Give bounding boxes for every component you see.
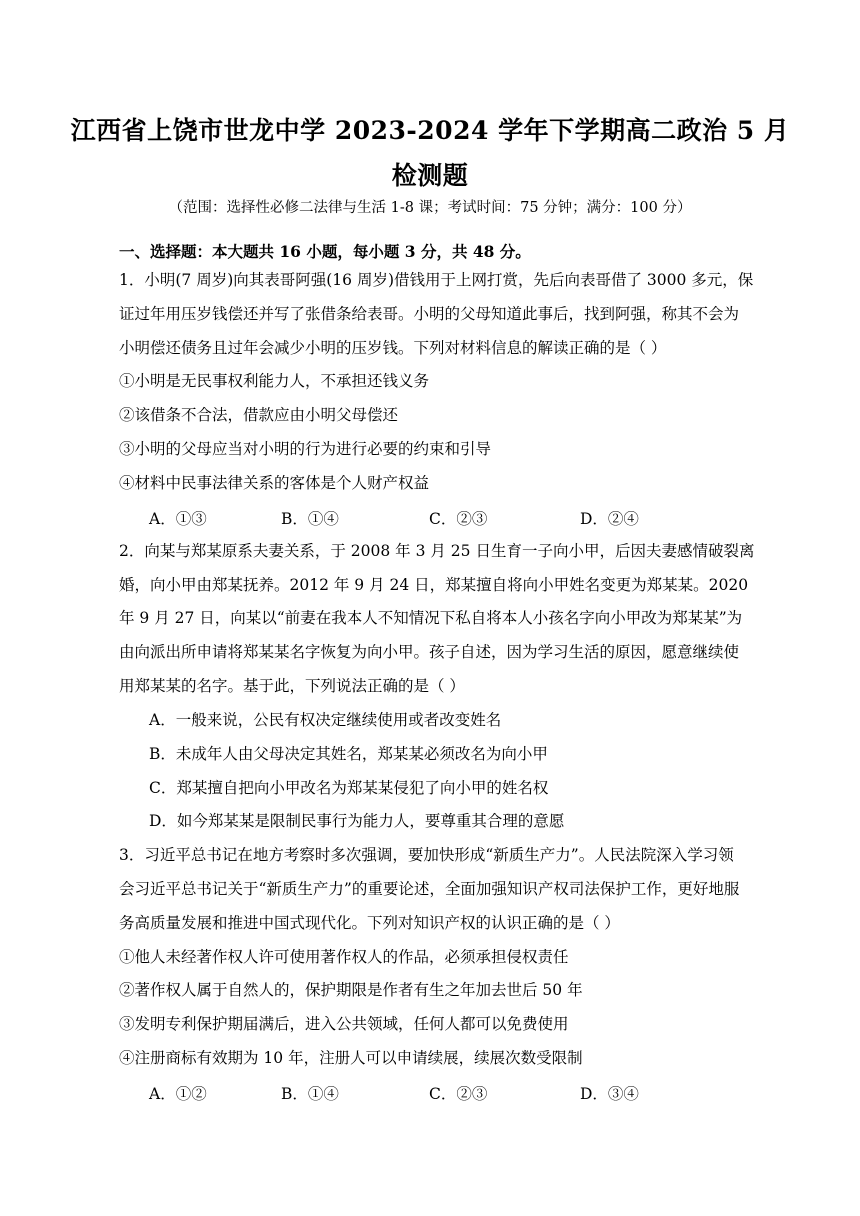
q2-stem-line: 年 9 月 27 日，向某以“前妻在我本人不知情况下私自将本人小孩名字向小甲改为郑某某”为 [119,609,743,627]
q2-stem-line: 由向派出所申请将郑某某名字恢复为向小甲。孩子自述，因为学习生活的原因，愿意继续使 [119,643,740,661]
q3-stem-line: 会习近平总书记关于“新质生产力”的重要论述，全面加强知识产权司法保护工作，更好地服 [119,880,740,898]
q1-option-d[interactable]: D．②④ [580,510,639,528]
q3-option-a[interactable]: A．①② [149,1085,207,1103]
q1-stem-line: 1．小明(7 周岁)向其表哥阿强(16 周岁)借钱用于上网打赏，先后向表哥借了 3000 多元，保 [119,271,754,289]
q3-stem-line: 3．习近平总书记在地方考察时多次强调，要加快形成“新质生产力”。人民法院深入学习领 [119,846,734,864]
q1-option-c[interactable]: C．②③ [429,510,488,528]
q3-statement: ③发明专利保护期届满后，进入公共领域，任何人都可以免费使用 [119,1015,569,1033]
document-title-line1: 江西省上饶市世龙中学 2023-2024 学年下学期高二政治 5 月 [70,116,790,145]
q1-stem-line: 小明偿还债务且过年会减少小明的压岁钱。下列对材料信息的解读正确的是（ ） [119,339,667,357]
q1-option-a[interactable]: A．①③ [149,510,207,528]
q1-options [0,507,860,529]
q1-statement: ②该借条不合法，借款应由小明父母偿还 [119,406,399,424]
q1-option-b[interactable]: B．①④ [281,510,339,528]
q2-stem-line: 婚，向小甲由郑某抚养。2012 年 9 月 24 日，郑某擅自将向小甲姓名变更为郑某某。2020 [119,576,749,594]
q3-statement: ②著作权人属于自然人的，保护期限是作者有生之年加去世后 50 年 [119,981,583,999]
exam-scope-subtitle: （范围：选择性必修二法律与生活 1-8 课；考试时间：75 分钟；满分：100 分） [168,200,692,216]
q1-stem-line: 证过年用压岁钱偿还并写了张借条给表哥。小明的父母知道此事后，找到阿强，称其不会为 [119,305,740,323]
q2-stem-line: 用郑某某的名字。基于此，下列说法正确的是（ ） [119,677,465,695]
document-title-line2: 检测题 [391,161,469,190]
q2-option-c[interactable]: C．郑某擅自把向小甲改名为郑某某侵犯了向小甲的姓名权 [149,779,549,797]
q1-statement: ①小明是无民事权利能力人，不承担还钱义务 [119,372,430,390]
q2-option-d[interactable]: D．如今郑某某是限制民事行为能力人，要尊重其合理的意愿 [149,812,565,830]
q3-option-b[interactable]: B．①④ [281,1085,339,1103]
q3-statement: ④注册商标有效期为 10 年，注册人可以申请续展，续展次数受限制 [119,1049,583,1067]
q1-statement: ③小明的父母应当对小明的行为进行必要的约束和引导 [119,440,492,458]
q2-option-a[interactable]: A．一般来说，公民有权决定继续使用或者改变姓名 [149,711,502,729]
q3-option-c[interactable]: C．②③ [429,1085,488,1103]
q3-stem-line: 务高质量发展和推进中国式现代化。下列对知识产权的认识正确的是（ ） [119,914,620,932]
section-heading: 一、选择题：本大题共 16 小题，每小题 3 分，共 48 分。 [119,242,531,261]
q1-statement: ④材料中民事法律关系的客体是个人财产权益 [119,474,430,492]
q3-options [0,1082,860,1104]
q2-option-b[interactable]: B．未成年人由父母决定其姓名，郑某某必须改名为向小甲 [149,745,548,763]
q3-statement: ①他人未经著作权人许可使用著作权人的作品，必须承担侵权责任 [119,948,569,966]
q2-stem-line: 2．向某与郑某原系夫妻关系，于 2008 年 3 月 25 日生育一子向小甲，后因夫妻感情破裂离 [119,542,755,560]
q3-option-d[interactable]: D．③④ [580,1085,639,1103]
